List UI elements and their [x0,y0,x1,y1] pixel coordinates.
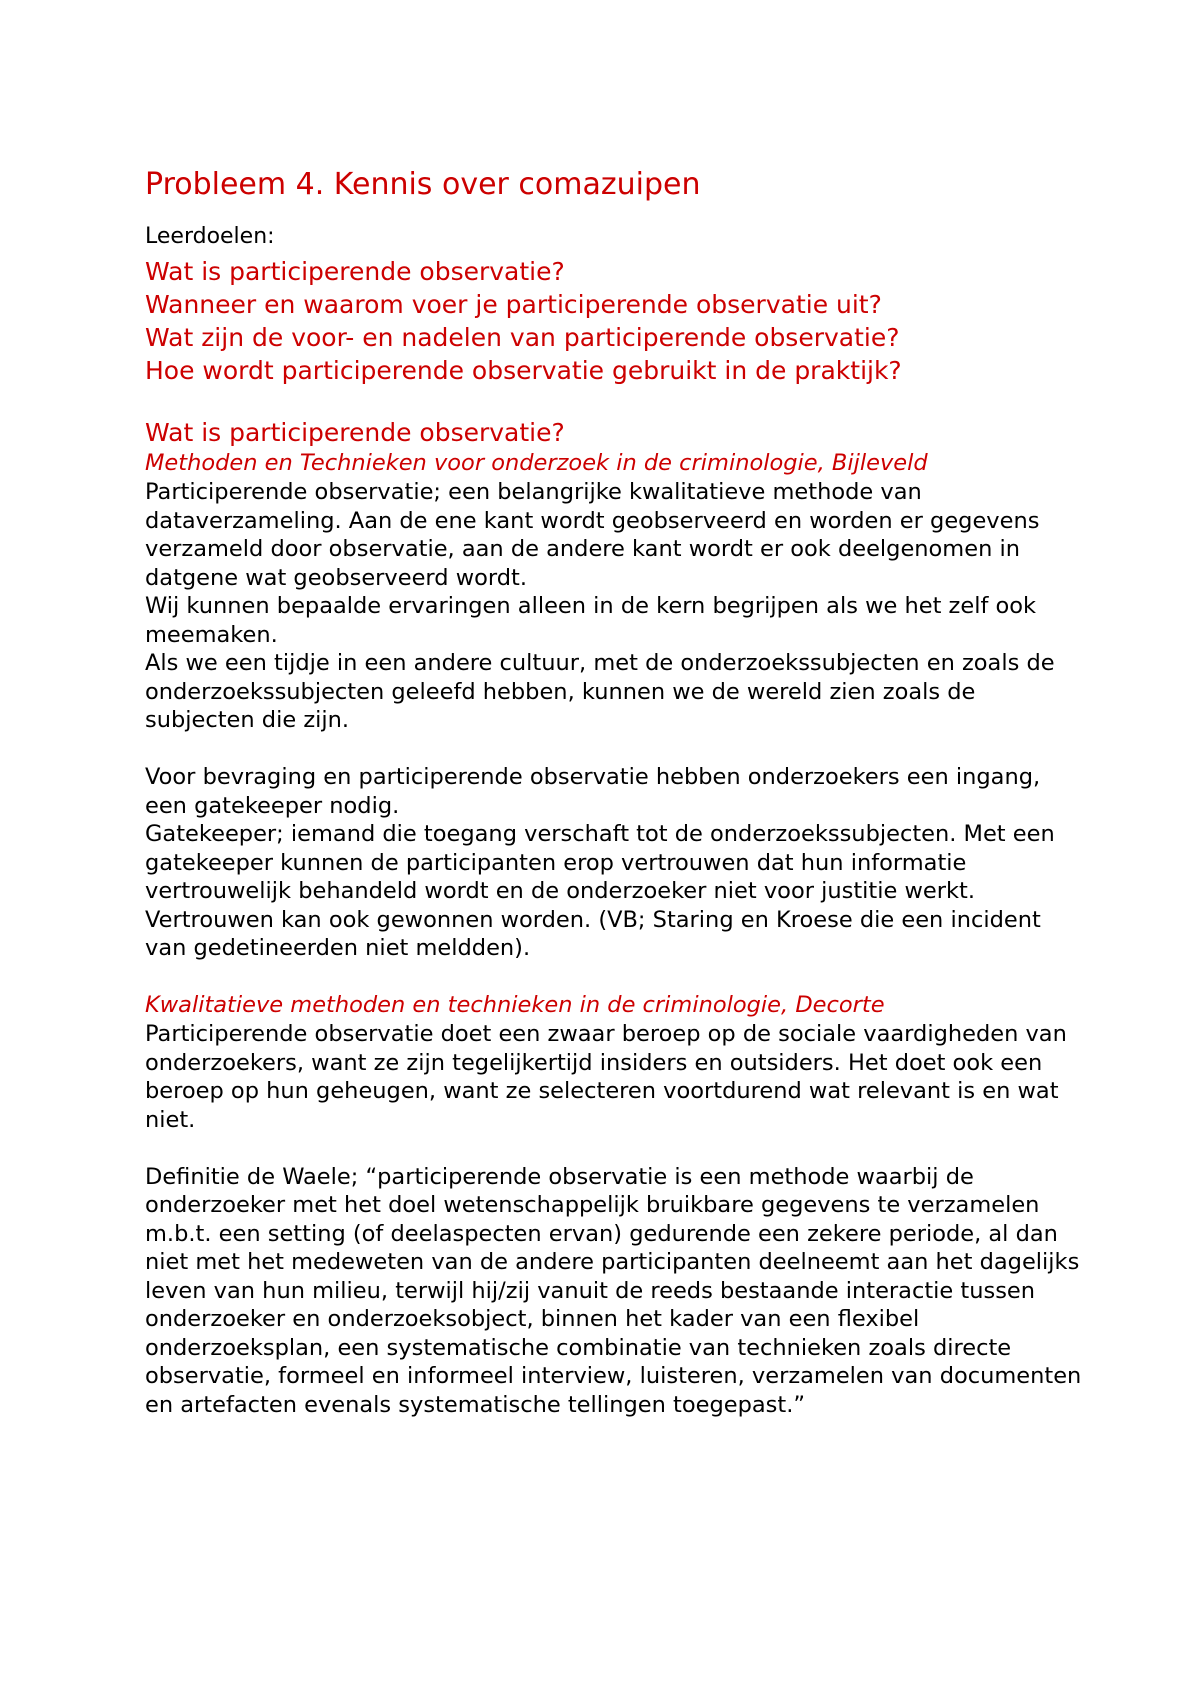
definition-paragraph: Definitie de Waele; “participerende observatie is een methode waarbij de onderzoeker met het doel wetenschappelijk bruikbare gegevens te verzamelen m.b.t. een setting (of deelaspecten ervan) gedurende een zekere periode, al dan niet met het medeweten van de andere participanten deelneemt aan het dagelijks leven van hun milieu, terwijl hij/zij vanuit de reeds bestaande interactie tussen onderzoeker en onderzoeksobject, binnen het kader van een flexibel onderzoeksplan, een systematische combinatie van technieken zoals directe observatie, formeel en informeel interview, luisteren, verzamelen van documenten en artefacten evenals systematische tellingen toegepast.” [145,1163,1082,1418]
leerdoel-item: Wanneer en waarom voer je participerende observatie uit? [145,290,882,319]
document-title: Probleem 4. Kennis over comazuipen [145,167,701,202]
blank-line [145,735,1085,764]
leerdoelen-list [145,255,1085,387]
document-body [145,165,1085,1419]
leerdoel-item: Wat zijn de voor- en nadelen van participerende observatie? [145,323,900,352]
paragraph: Als we een tijdje in een andere cultuur, met de onderzoekssubjecten en zoals de onderzoekssubjecten geleefd hebben, kunnen we de wereld zien zoals de subjecten die zijn. [145,650,1055,733]
leerdoel-item: Hoe wordt participerende observatie gebruikt in de praktijk? [145,356,902,385]
paragraph: Participerende observatie doet een zwaar beroep op de sociale vaardigheden van onderzoekers, want ze zijn tegelijkertijd insiders en outsiders. Het doet ook een beroep op hun geheugen, want ze selecteren voortdurend wat relevant is en wat niet. [145,1021,1067,1133]
source-reference: Methoden en Technieken voor onderzoek in de criminologie, Bijleveld [145,450,928,476]
paragraph: Vertrouwen kan ook gewonnen worden. (VB; Staring en Kroese die een incident van gedetineerden niet meldden). [145,906,1041,961]
leerdoelen-label: Leerdoelen: [145,224,275,249]
paragraph: Wij kunnen bepaalde ervaringen alleen in de kern begrijpen als we het zelf ook meemaken. [145,593,1037,648]
blank-line [145,963,1085,992]
paragraph: Voor bevraging en participerende observatie hebben onderzoekers een ingang, een gatekeeper nodig. [145,764,1041,819]
source-reference: Kwalitatieve methoden en technieken in de criminologie, Decorte [145,992,885,1018]
paragraph: Participerende observatie; een belangrijke kwalitatieve methode van dataverzameling. Aan de ene kant wordt geobserveerd en worden er gegevens verzameld door observatie, aan de andere kant wordt er ook deelgenomen in datgene wat geobserveerd wordt. [145,479,1040,591]
blank-line [145,1134,1085,1163]
paragraph: Gatekeeper; iemand die toegang verschaft tot de onderzoekssubjecten. Met een gatekeeper kunnen de participanten erop vertrouwen dat hun informatie vertrouwelijk behandeld wordt en de onderzoeker niet voor justitie werkt. [145,821,1055,904]
section-heading: Wat is participerende observatie? [145,418,565,447]
leerdoel-item: Wat is participerende observatie? [145,257,565,286]
